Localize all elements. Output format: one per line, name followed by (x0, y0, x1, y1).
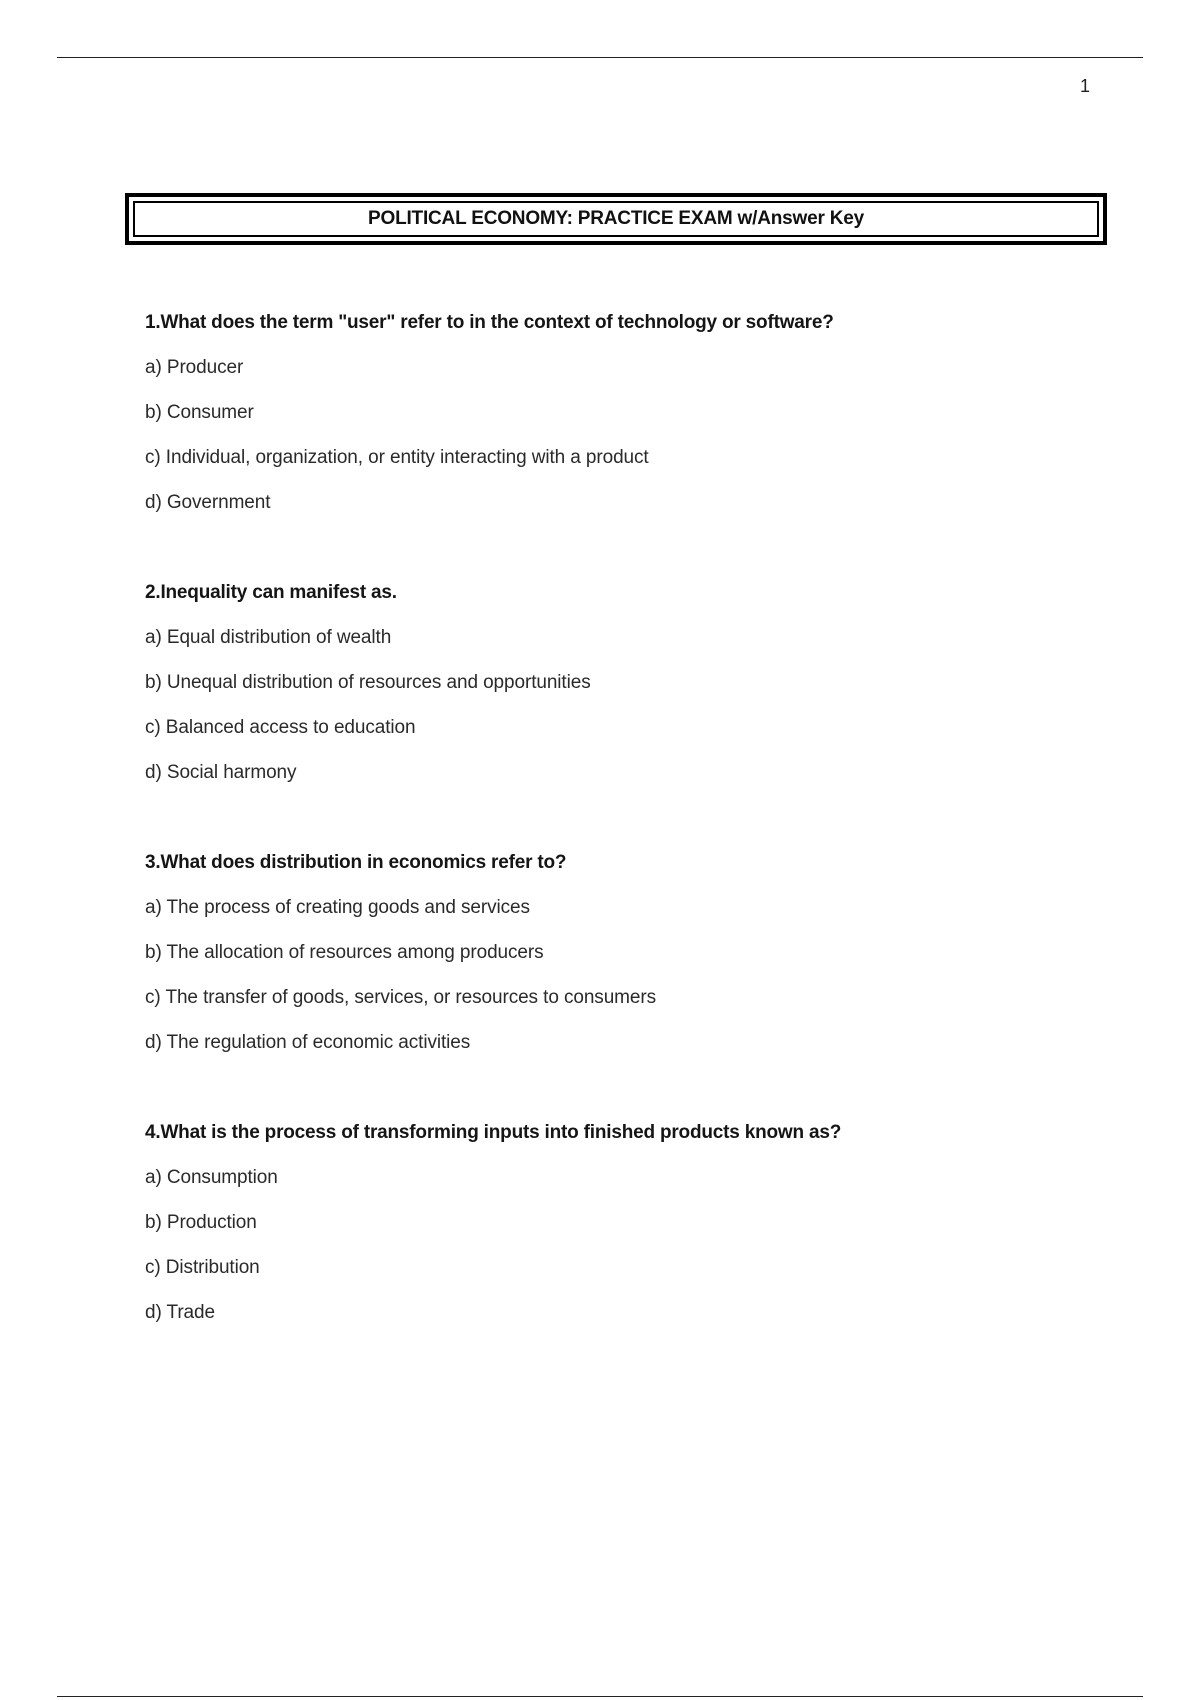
page-number: 1 (1079, 76, 1090, 96)
option-a: a) Equal distribution of wealth (145, 627, 392, 648)
option-b: b) Consumer (145, 402, 254, 423)
question-text: 3.What does distribution in economics refer to? (145, 852, 567, 873)
option-a: a) The process of creating goods and services (145, 897, 530, 918)
question-text: 2.Inequality can manifest as. (145, 582, 397, 603)
option-d: d) Government (145, 492, 271, 513)
option-c: c) Individual, organization, or entity interacting with a product (145, 447, 649, 468)
option-d: d) The regulation of economic activities (145, 1032, 471, 1053)
question-text: 1.What does the term "user" refer to in the context of technology or software? (145, 312, 834, 333)
option-b: b) Production (145, 1212, 257, 1233)
option-d: d) Social harmony (145, 762, 297, 783)
footer-rule (57, 1696, 1143, 1697)
option-a: a) Consumption (145, 1167, 278, 1188)
question-3 (145, 850, 1105, 1056)
question-text: 4.What is the process of transforming inputs into finished products known as? (145, 1122, 842, 1143)
option-b: b) The allocation of resources among producers (145, 942, 544, 963)
option-c: c) The transfer of goods, services, or resources to consumers (145, 987, 656, 1008)
page-title: POLITICAL ECONOMY: PRACTICE EXAM w/Answer Key (368, 208, 864, 229)
question-2 (145, 580, 1105, 786)
title-box-inner (133, 201, 1099, 237)
question-4 (145, 1120, 1105, 1326)
option-d: d) Trade (145, 1302, 215, 1323)
option-a: a) Producer (145, 357, 244, 378)
header-rule (57, 57, 1143, 58)
option-c: c) Distribution (145, 1257, 260, 1278)
option-c: c) Balanced access to education (145, 717, 416, 738)
title-box (125, 193, 1107, 245)
option-b: b) Unequal distribution of resources and opportunities (145, 672, 591, 693)
question-1 (145, 310, 1105, 516)
question-list (145, 310, 1105, 1390)
